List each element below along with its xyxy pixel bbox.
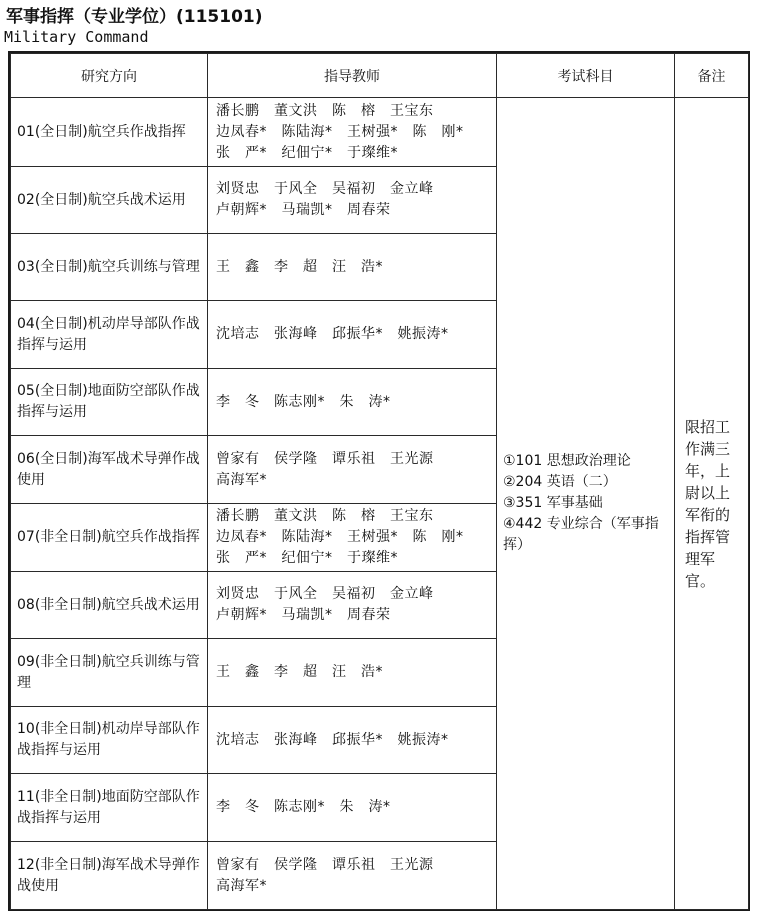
teachers-cell [208, 842, 497, 910]
direction-cell [11, 572, 208, 639]
direction-cell [11, 639, 208, 707]
teacher-line: 边凤春* 陈陆海* 王树强* 陈 刚* [216, 123, 464, 140]
teacher-line: 王 鑫 李 超 汪 浩* [216, 258, 383, 275]
teacher-line: 高海军* [216, 877, 267, 894]
direction-cell [11, 301, 208, 369]
column-header-teachers: 指导教师 [208, 54, 497, 98]
direction-text: 10(非全日制)机动岸导部队作战指挥与运用 [17, 721, 200, 758]
teacher-line: 李 冬 陈志刚* 朱 涛* [216, 799, 391, 815]
direction-cell [11, 504, 208, 572]
teachers-cell [208, 98, 497, 167]
teacher-line: 卢朝辉* 马瑞凯* 周春荣 [216, 607, 391, 623]
page-subtitle: Military Command [4, 28, 149, 46]
teacher-line: 王 鑫 李 超 汪 浩* [216, 664, 383, 680]
direction-cell [11, 234, 208, 301]
direction-cell [11, 774, 208, 842]
note-cell [675, 98, 749, 910]
direction-cell [11, 436, 208, 504]
teachers-cell [208, 436, 497, 504]
direction-cell [11, 842, 208, 910]
teacher-line: 曾家有 侯学隆 谭乐祖 王光源 [216, 450, 434, 467]
direction-text: 08(非全日制)航空兵战术运用 [17, 596, 200, 613]
teacher-line: 沈培志 张海峰 邱振华* 姚振涛* [216, 326, 449, 342]
teacher-line: 刘贤忠 于风全 吴福初 金立峰 [216, 181, 434, 197]
note-text: 限招工作满三年，上尉以上军衔的指挥管理军官。 [685, 417, 731, 590]
column-header-exam: 考试科目 [497, 54, 675, 98]
teachers-cell [208, 707, 497, 774]
teacher-line: 潘长鹏 董文洪 陈 榕 王宝东 [216, 102, 434, 119]
direction-text: 09(非全日制)航空兵训练与管理 [17, 653, 200, 691]
direction-text: 01(全日制)航空兵作战指挥 [17, 123, 186, 140]
direction-cell [11, 369, 208, 436]
direction-text: 04(全日制)机动岸导部队作战指挥与运用 [17, 315, 200, 353]
column-header-direction: 研究方向 [11, 54, 208, 98]
teachers-cell [208, 504, 497, 572]
exam-subject: ①101 思想政治理论 [503, 453, 631, 469]
exam-subject: ②204 英语（二） [503, 474, 617, 490]
direction-cell [11, 167, 208, 234]
teacher-line: 张 严* 纪佃宁* 于璨维* [216, 144, 398, 161]
page-title: 军事指挥（专业学位）(115101) [6, 7, 263, 27]
direction-text: 12(非全日制)海军战术导弹作战使用 [17, 856, 200, 894]
program-table [10, 53, 749, 910]
direction-text: 06(全日制)海军战术导弹作战使用 [17, 450, 200, 488]
direction-cell [11, 98, 208, 167]
teachers-cell [208, 572, 497, 639]
direction-text: 05(全日制)地面防空部队作战指挥与运用 [17, 383, 200, 420]
teacher-line: 卢朝辉* 马瑞凯* 周春荣 [216, 202, 391, 218]
teacher-line: 李 冬 陈志刚* 朱 涛* [216, 393, 391, 410]
table-header-row [11, 54, 749, 98]
teachers-cell [208, 774, 497, 842]
teacher-line: 刘贤忠 于风全 吴福初 金立峰 [216, 586, 434, 602]
exam-subject: ④442 专业综合（军事指挥） [503, 516, 659, 553]
exam-subject: ③351 军事基础 [503, 495, 603, 511]
direction-cell [11, 707, 208, 774]
column-header-note: 备注 [675, 54, 749, 98]
table-row [11, 98, 749, 167]
teachers-cell [208, 301, 497, 369]
teacher-line: 曾家有 侯学隆 谭乐祖 王光源 [216, 856, 434, 873]
teachers-cell [208, 369, 497, 436]
direction-text: 11(非全日制)地面防空部队作战指挥与运用 [17, 788, 200, 826]
direction-text: 03(全日制)航空兵训练与管理 [17, 258, 200, 275]
teacher-line: 潘长鹏 董文洪 陈 榕 王宝东 [216, 508, 434, 524]
teachers-cell [208, 234, 497, 301]
direction-text: 02(全日制)航空兵战术运用 [17, 191, 186, 208]
teachers-cell [208, 167, 497, 234]
teacher-line: 张 严* 纪佃宁* 于璨维* [216, 550, 398, 566]
teachers-cell [208, 639, 497, 707]
exam-subjects-cell [497, 98, 675, 910]
teacher-line: 边凤春* 陈陆海* 王树强* 陈 刚* [216, 529, 464, 545]
teacher-line: 高海军* [216, 471, 267, 488]
teacher-line: 沈培志 张海峰 邱振华* 姚振涛* [216, 731, 449, 748]
direction-text: 07(非全日制)航空兵作战指挥 [17, 529, 200, 545]
